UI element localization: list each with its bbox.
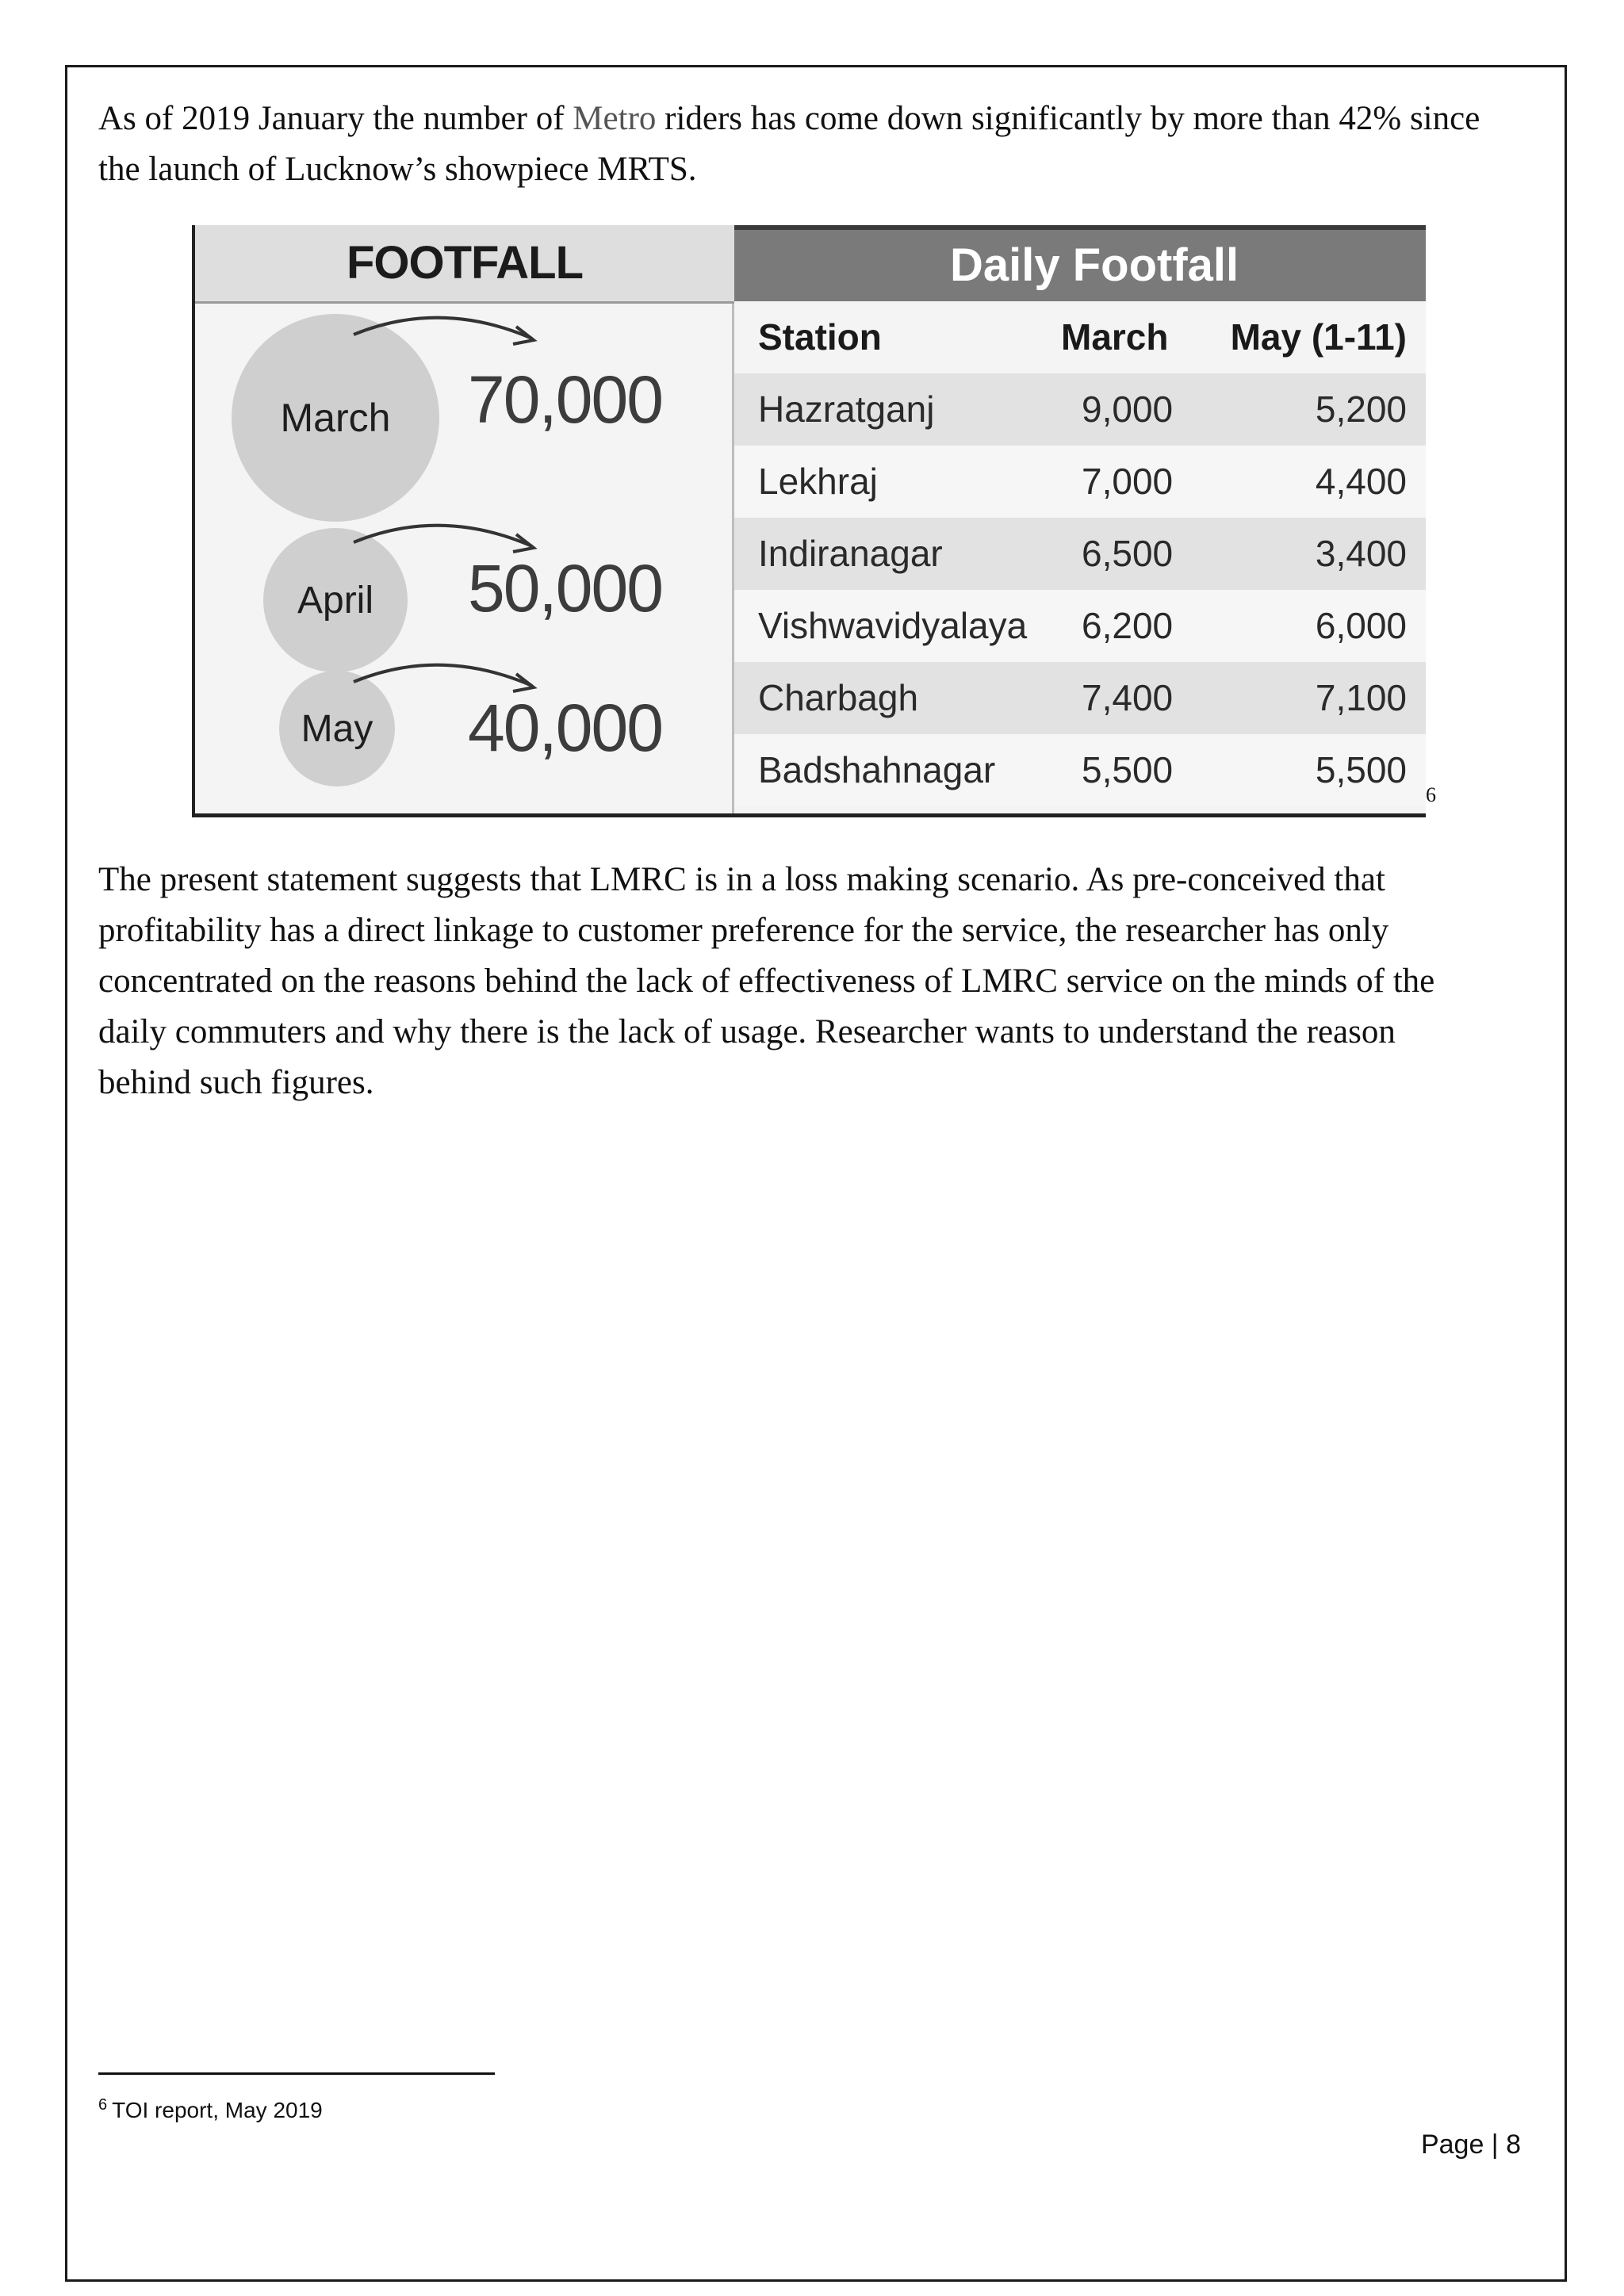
table-row (734, 662, 1426, 734)
month-value-april: 50,000 (468, 551, 662, 626)
intro-paragraph (98, 94, 1494, 195)
cell-march: 6,500 (1082, 533, 1174, 574)
cell-march: 5,500 (1082, 749, 1174, 790)
table-row (734, 518, 1426, 590)
intro-text-start: As of 2019 January the number of (98, 100, 573, 137)
cell-station: Charbagh (758, 677, 919, 718)
month-label-march: March (280, 396, 391, 440)
cell-march: 7,000 (1082, 461, 1174, 502)
footfall-panel (192, 225, 734, 815)
cell-march: 7,400 (1082, 677, 1174, 718)
daily-footfall-title: Daily Footfall (734, 225, 1426, 301)
cell-may: 7,100 (1315, 677, 1407, 718)
footnote-marker: 6 (98, 2096, 108, 2114)
curved-arrow-icon (346, 511, 552, 574)
intro-text-end: riders has come down significantly by more than 42% since the launch of Lucknow’s showpiece MRTS. (98, 100, 1480, 188)
footfall-title: FOOTFALL (195, 225, 734, 304)
month-value-may: 40,000 (468, 691, 662, 765)
cell-may: 3,400 (1315, 533, 1407, 574)
table-row (734, 734, 1426, 806)
intro-metro-word: Metro (573, 100, 657, 137)
footfall-figure (192, 225, 1426, 817)
cell-may: 5,200 (1315, 388, 1407, 430)
figure-footnote-ref: 6 (1426, 783, 1436, 806)
curved-arrow-icon (346, 303, 552, 366)
page-number: Page | 8 (1420, 2130, 1521, 2160)
cell-station: Hazratganj (758, 388, 935, 430)
curved-arrow-icon (346, 650, 552, 714)
footnote-text: TOI report, May 2019 (112, 2098, 323, 2122)
month-label-april: April (297, 579, 374, 622)
figure-bottom-rule (192, 813, 1426, 817)
cell-march: 6,200 (1082, 605, 1174, 646)
daily-footfall-table (734, 225, 1426, 815)
header-march: March (1061, 316, 1169, 358)
header-may: May (1-11) (1230, 316, 1407, 358)
footnote (98, 2096, 323, 2123)
table-row (734, 590, 1426, 662)
footnote-rule (98, 2072, 495, 2075)
month-label-may: May (301, 707, 373, 750)
cell-station: Indiranagar (758, 533, 943, 574)
cell-may: 5,500 (1315, 749, 1407, 790)
cell-may: 4,400 (1315, 461, 1407, 502)
table-header-row (734, 301, 1426, 373)
cell-station: Vishwavidyalaya (758, 605, 1028, 646)
table-row (734, 373, 1426, 446)
cell-march: 9,000 (1082, 388, 1174, 430)
month-value-march: 70,000 (468, 362, 662, 437)
cell-station: Badshahnagar (758, 749, 996, 790)
cell-may: 6,000 (1315, 605, 1407, 646)
header-station: Station (758, 316, 882, 358)
table-row (734, 446, 1426, 518)
cell-station: Lekhraj (758, 461, 878, 502)
body-paragraph: The present statement suggests that LMRC is in a loss making scenario. As pre-conceived that profitability has a direct linkage to customer preference for the service, the researcher has only concentrated on the reasons behind the lack of effectiveness of LMRC service on the minds of the daily commuters and why there is the lack of usage. Researcher wants to understand the reason behind such figures. (98, 861, 1435, 1101)
